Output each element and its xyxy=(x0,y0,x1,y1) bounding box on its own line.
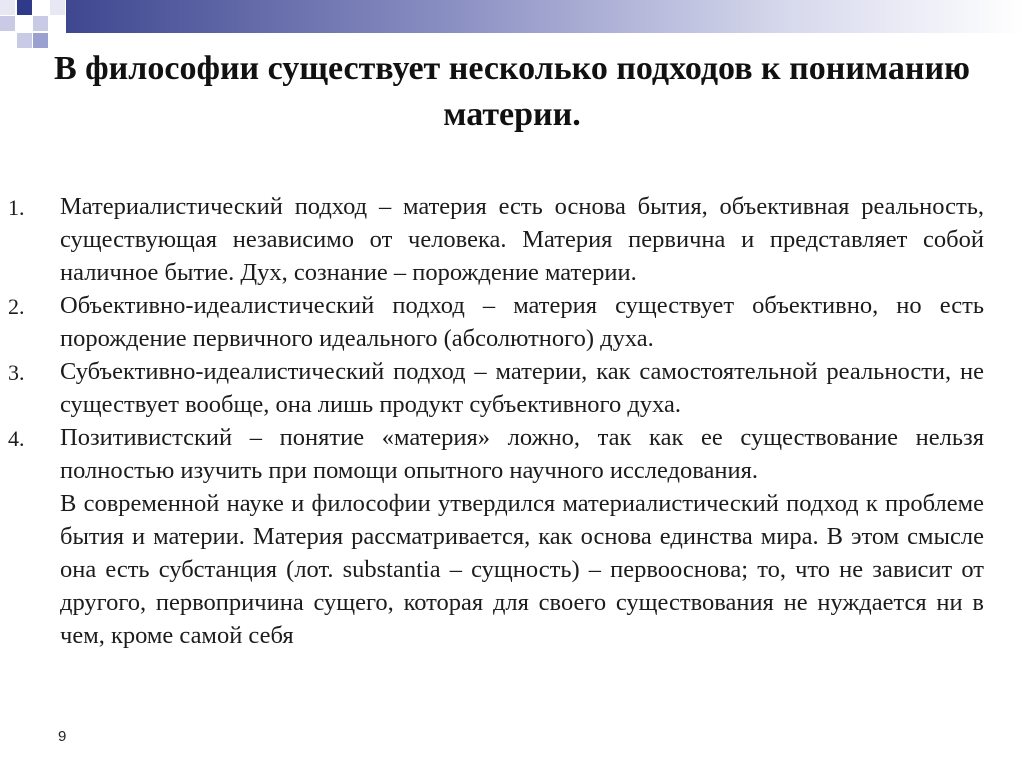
decorative-square xyxy=(0,16,15,31)
list-item xyxy=(8,355,984,421)
list-item-number: 2. xyxy=(8,294,25,319)
list-item xyxy=(8,421,984,487)
conclusion-paragraph: В современной науке и философии утвердился материалистический подход к проблеме бытия и материи. Материя рассматривается, как основа единства мира. В этом смысле она есть субстанция (лот. substantia – сущность) – первооснова; то, что не зависит от другого, первопричина сущего, которая для своего существования не нуждается ни в чем, кроме самой себя xyxy=(60,490,984,649)
decorative-square xyxy=(0,0,15,15)
slide-title: В философии существует несколько подходов к пониманию материи. xyxy=(53,50,971,133)
header-gradient-bar xyxy=(66,0,1024,33)
slide-body xyxy=(8,190,984,652)
decorative-square xyxy=(50,0,65,15)
list-item-number: 3. xyxy=(8,360,25,385)
decorative-square xyxy=(33,16,48,31)
list-item-number: 4. xyxy=(8,426,25,451)
list-item-number: 1. xyxy=(8,195,25,220)
decorative-square xyxy=(17,33,32,48)
page-number: 9 xyxy=(58,728,67,745)
list-item-text: Субъективно-идеалистический подход – материи, как самостоятельной реальности, не существует вообще, она лишь продукт субъективного духа. xyxy=(60,358,984,418)
list-item xyxy=(8,190,984,289)
decorative-square xyxy=(17,0,32,15)
list-item-text: Объективно-идеалистический подход – материя существует объективно, но есть порождение первичного идеального (абсолютного) духа. xyxy=(60,292,984,352)
list-item xyxy=(8,289,984,355)
list-item-text: Материалистический подход – материя есть основа бытия, объективная реальность, существующая независимо от человека. Материя первична и представляет собой наличное бытие. Дух, сознание – порождение материи. xyxy=(60,193,984,286)
list-item-text: Позитивистский – понятие «материя» ложно, так как ее существование нельзя полностью изучить при помощи опытного научного исследования. xyxy=(60,424,984,484)
